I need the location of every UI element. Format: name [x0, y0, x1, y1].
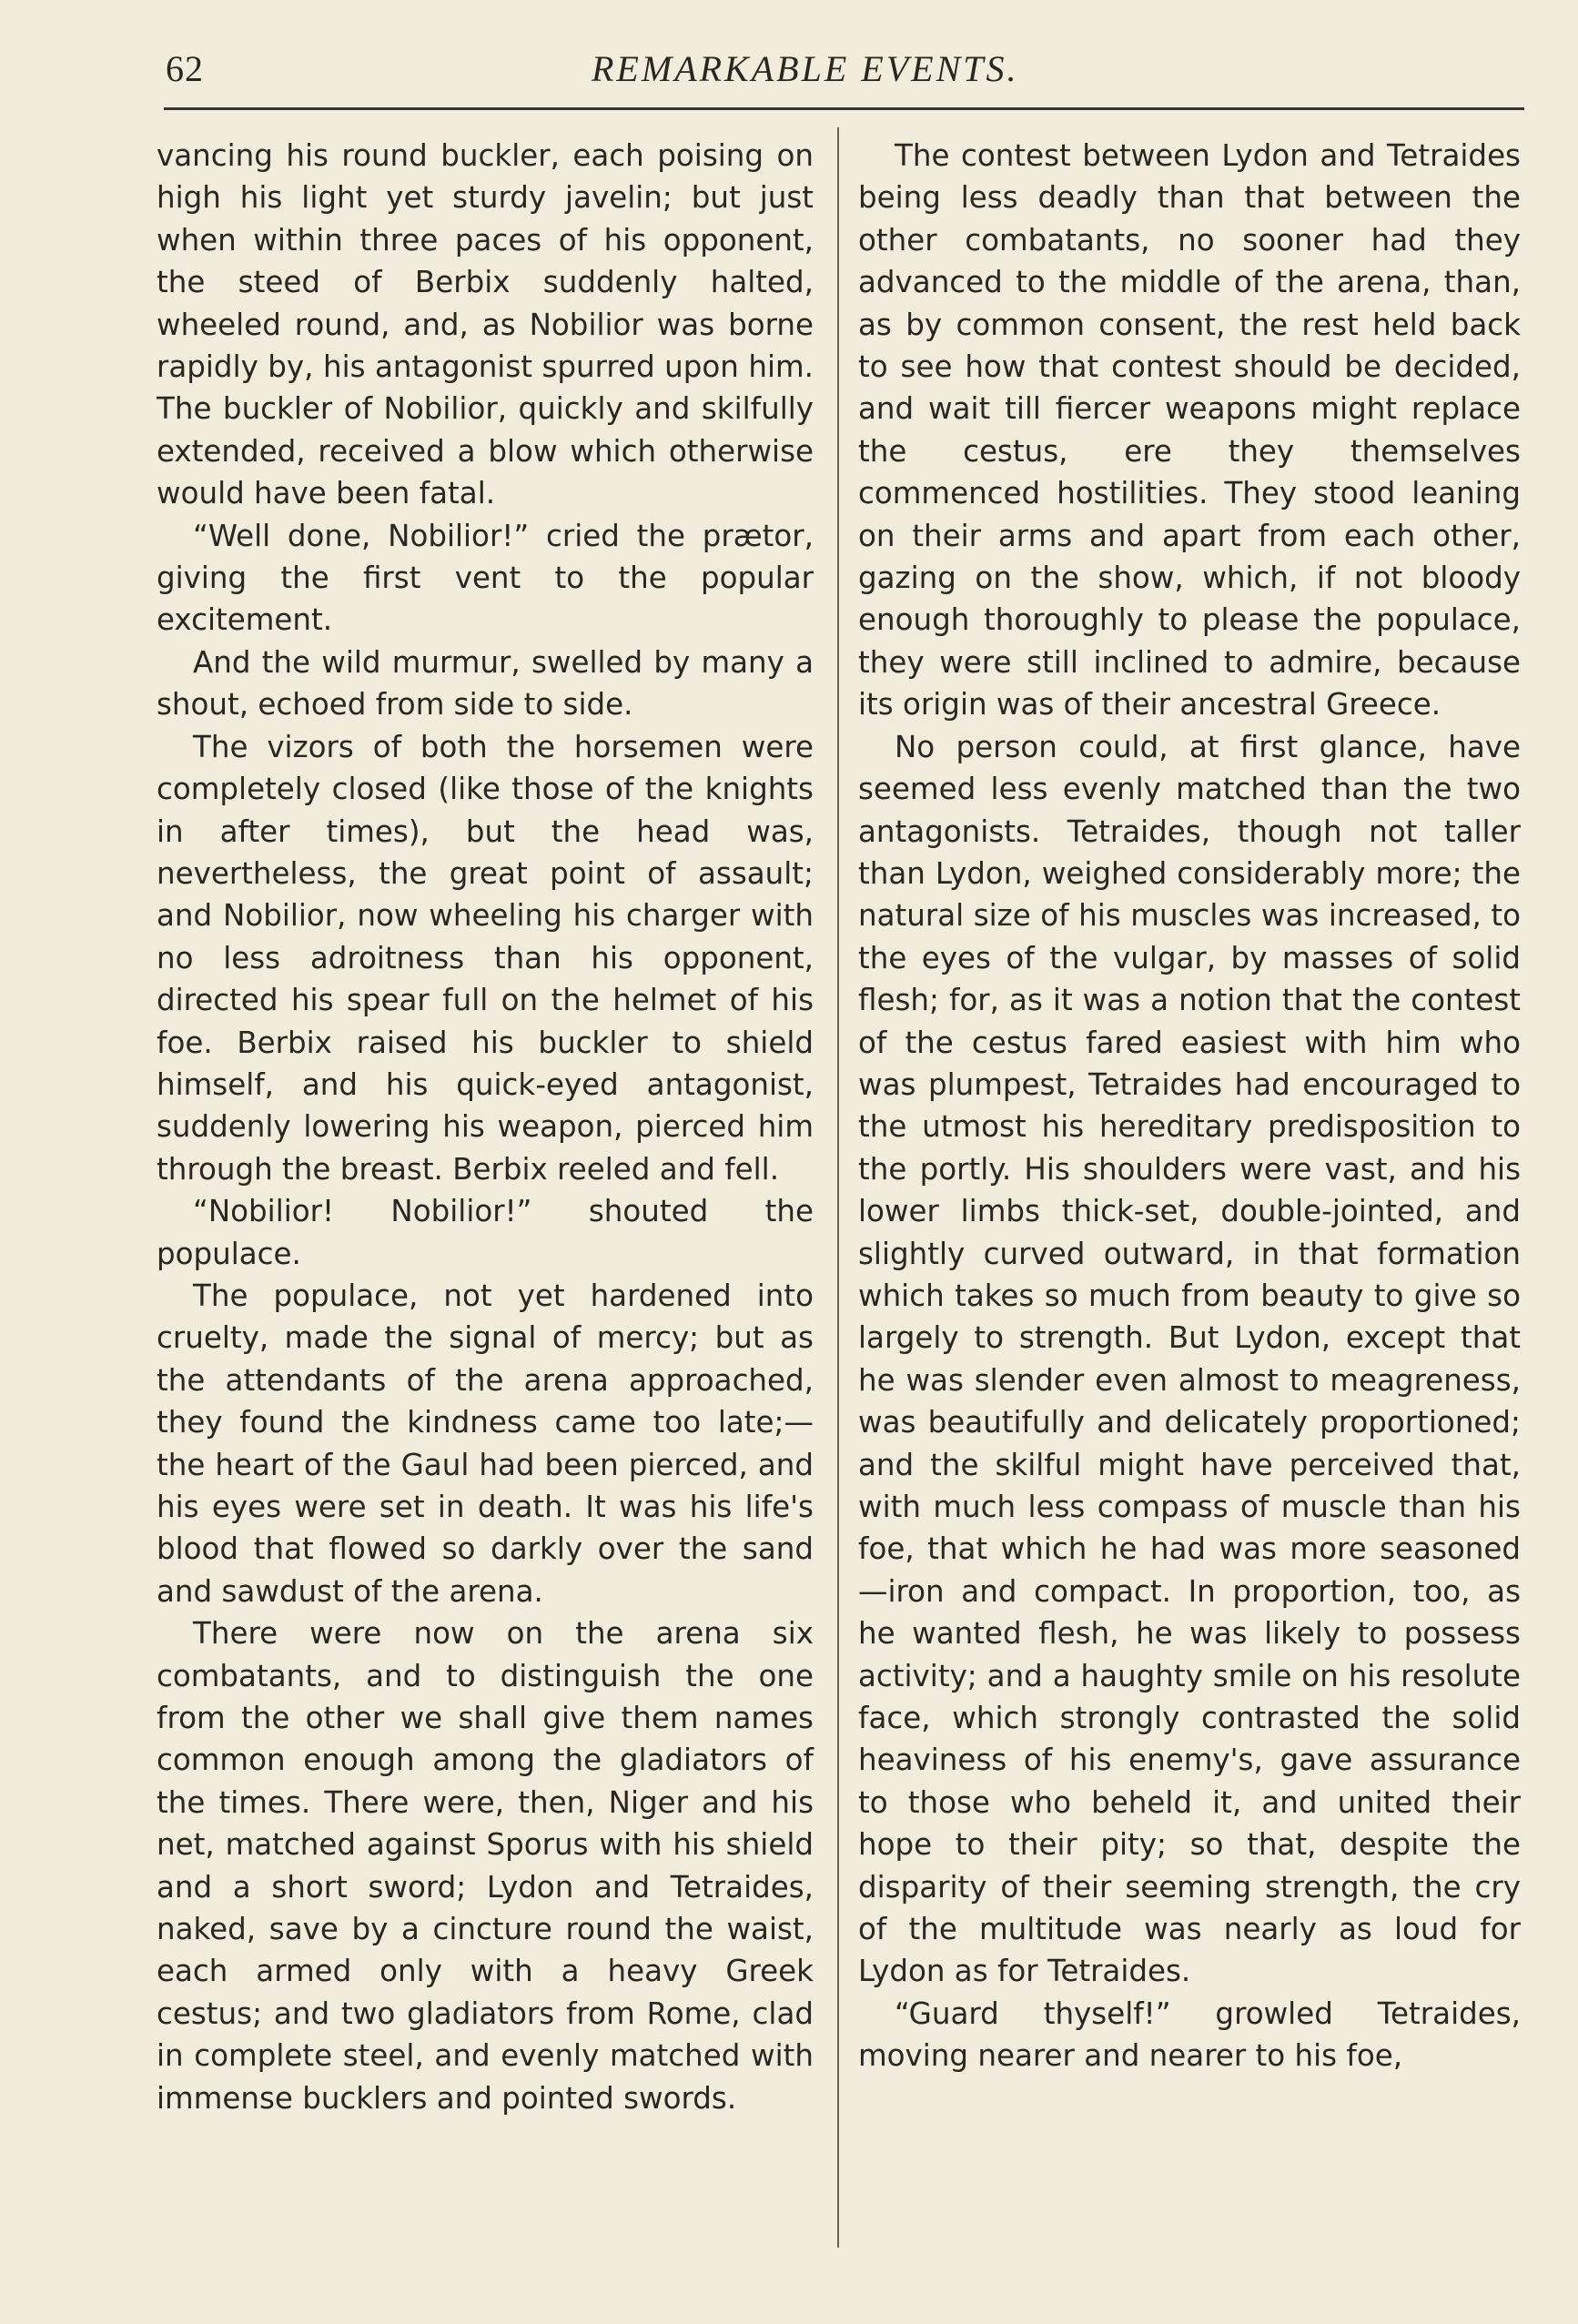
paragraph: The vizors of both the horsemen were completely closed (like those of the knights in after times), but the head was, nevertheless, the great point of assault; and Nobilior, now wheeling his charger with no less adroitness than his opponent, directed his spear full on the helmet of his foe. Berbix raised his buckler to shield himself, and his quick-eyed antagonist, suddenly lowering his weapon, pierced him through the breast. Berbix reeled and fell.: [157, 729, 814, 1187]
paragraph: No person could, at first glance, have seemed less evenly matched than the two antagonists. Tetraides, though not taller than Lydon, weighed considerably more; the natural size of his muscles was increased, to the eyes of the vulgar, by masses of solid flesh; for, as it was a notion that the contest of the cestus fared easiest with him who was plumpest, Tetraides had encouraged to the utmost his hereditary predisposition to the portly. His shoulders were vast, and his lower limbs thick-set, double-jointed, and slightly curved outward, in that formation which takes so much from beauty to give so largely to strength. But Lydon, except that he was slender even almost to meagreness, was beautifully and delicately proportioned; and the skilful might have perceived that, with much less compass of muscle than his foe, that which he had was more seasoned—iron and compact. In proportion, too, as he wanted flesh, he was likely to possess activity; and a haughty smile on his resolute face, which strongly contrasted the solid heaviness of his enemy's, gave assurance to those who beheld it, and united their hope to their pity; so that, despite the disparity of their seeming strength, the cry of the multitude was nearly as loud for Lydon as for Tetraides.: [858, 729, 1521, 1989]
running-title: REMARKABLE EVENTS.: [592, 48, 1019, 89]
paragraph: “Nobilior! Nobilior!” shouted the populace.: [157, 1194, 814, 1271]
paragraph: “Well done, Nobilior!” cried the prætor, giving the first vent to the popular excitement.: [157, 518, 814, 638]
paragraph: vancing his round buckler, each poising on high his light yet sturdy javelin; but just when within three paces of his opponent, the steed of Berbix suddenly halted, wheeled round, and, as Nobilior was borne rapidly by, his antagonist spurred upon him. The buckler of Nobilior, quickly and skilfully extended, received a blow which otherwise would have been fatal.: [157, 138, 814, 511]
paragraph: The populace, not yet hardened into cruelty, made the signal of mercy; but as the attendants of the arena approached, they found the kindness came too late;—the heart of the Gaul had been pierced, and his eyes were set in death. It was his life's blood that flowed so darkly over the sand and sawdust of the arena.: [157, 1278, 814, 1609]
right-column: [858, 135, 1521, 2077]
paragraph: “Guard thyself!” growled Tetraides, moving nearer and nearer to his foe,: [858, 1996, 1521, 2074]
paragraph: And the wild murmur, swelled by many a shout, echoed from side to side.: [157, 644, 814, 722]
header-rule: [164, 107, 1524, 110]
left-column: [157, 135, 814, 2119]
page-number: 62: [166, 48, 204, 89]
page-header: [164, 42, 1578, 96]
paragraph: There were now on the arena six combatants, and to distinguish the one from the other we shall give them names common enough among the gladiators of the times. There were, then, Niger and his net, matched against Sporus with his shield and a short sword; Lydon and Tetraides, naked, save by a cincture round the waist, each armed only with a heavy Greek cestus; and two gladiators from Rome, clad in complete steel, and evenly matched with immense bucklers and pointed swords.: [157, 1616, 814, 2116]
paragraph: The contest between Lydon and Tetraides being less deadly than that between the other combatants, no sooner had they advanced to the middle of the arena, than, as by common consent, the rest held back to see how that contest should be decided, and wait till fiercer weapons might replace the cestus, ere they themselves commenced hostilities. They stood leaning on their arms and apart from each other, gazing on the show, which, if not bloody enough thoroughly to please the populace, they were still inclined to admire, because its origin was of their ancestral Greece.: [858, 138, 1521, 722]
column-divider: [837, 127, 839, 2248]
